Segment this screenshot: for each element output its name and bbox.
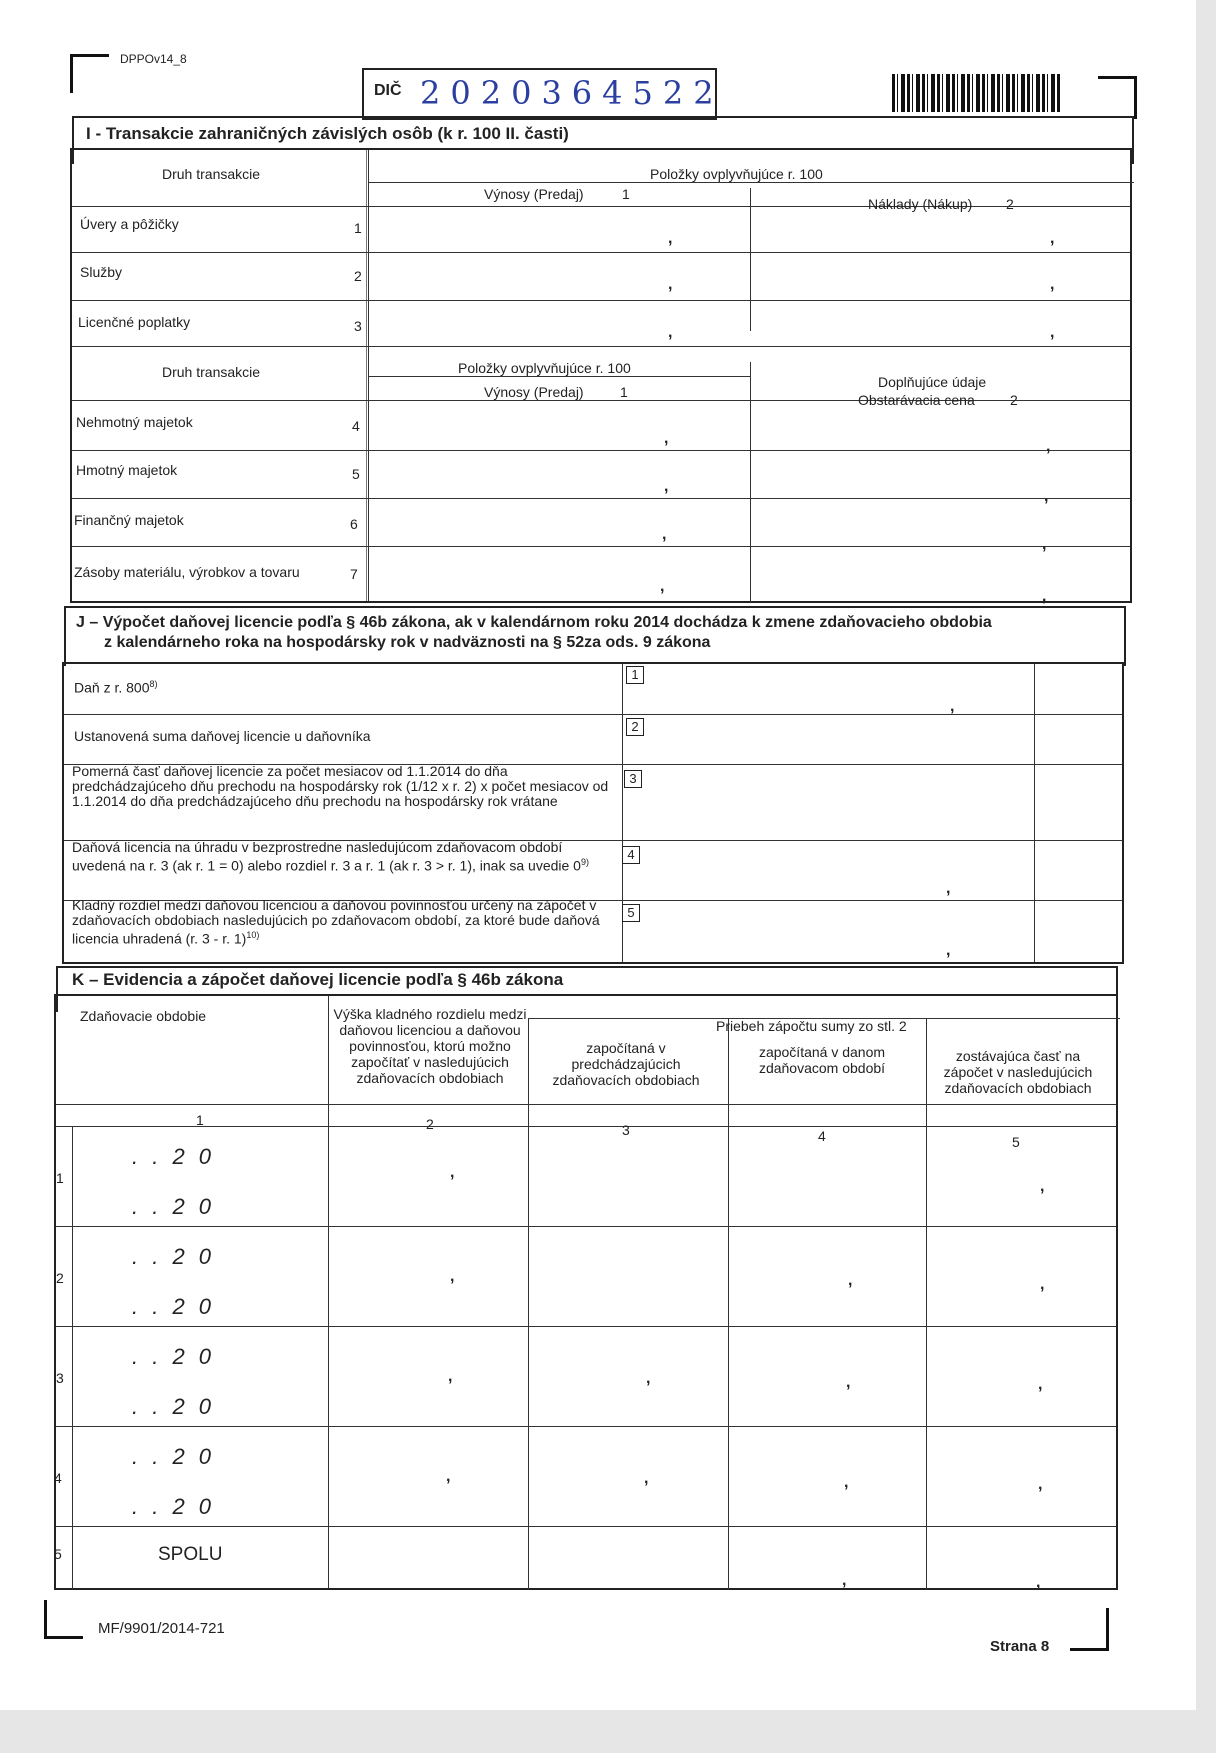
row-label-loans: Úvery a pôžičky bbox=[80, 216, 179, 232]
k-row1-period-from[interactable]: . . 2 0 bbox=[132, 1144, 216, 1169]
input-k-row2-col4[interactable]: , bbox=[848, 1272, 853, 1289]
row-number: 5 bbox=[352, 466, 360, 482]
input-k-row1-col5[interactable]: , bbox=[1040, 1178, 1045, 1195]
col-income-b-number: 1 bbox=[620, 384, 628, 400]
input-services-costs[interactable]: , bbox=[1050, 276, 1055, 293]
j-row1-text: Daň z r. 800$^{8)}$ bbox=[74, 679, 158, 696]
input-k-total-col4[interactable]: , bbox=[842, 1572, 847, 1589]
section-i-title: I - Transakcie zahraničných závislých osôb (k r. 100 II. časti) bbox=[86, 124, 569, 143]
barcode-icon bbox=[892, 74, 1062, 112]
col-income: Výnosy (Predaj) bbox=[484, 186, 584, 202]
input-license-costs[interactable]: , bbox=[1050, 324, 1055, 341]
input-tangible-income[interactable]: , bbox=[664, 478, 669, 495]
dic-value: 2020364522 bbox=[420, 74, 724, 112]
corner-mark-top-left bbox=[70, 54, 109, 93]
input-k-row2-col3[interactable] bbox=[530, 1232, 726, 1326]
input-k-row1-col3[interactable] bbox=[530, 1132, 726, 1226]
j-row2-number: 2 bbox=[626, 718, 644, 736]
input-inventory-cost[interactable]: , bbox=[1042, 588, 1047, 605]
input-services-income[interactable]: , bbox=[668, 276, 673, 293]
k-row-number: 5 bbox=[54, 1546, 62, 1562]
section-j-title-line1: J – Výpočet daňovej licencie podľa § 46b zákona, ak v kalendárnom roku 2014 dochádza k zmene zdaňovacieho obdobia bbox=[76, 614, 992, 631]
form-code: DPPOv14_8 bbox=[120, 52, 187, 66]
k-col-number: 4 bbox=[818, 1128, 826, 1144]
col-group-header: Položky ovplyvňujúce r. 100 bbox=[650, 166, 823, 182]
k-row4-period-to[interactable]: . . 2 0 bbox=[132, 1494, 216, 1519]
row-number: 7 bbox=[350, 566, 358, 582]
input-intangible-cost[interactable]: , bbox=[1046, 438, 1051, 455]
section-k-title: K – Evidencia a zápočet daňovej licencie podľa § 46b zákona bbox=[72, 970, 564, 989]
row-label-tangible: Hmotný majetok bbox=[76, 462, 178, 478]
k-row2-period-from[interactable]: . . 2 0 bbox=[132, 1244, 216, 1269]
row-number: 4 bbox=[352, 418, 360, 434]
k-col5-header: zostávajúca časť na zápočet v nasledujúcich zdaňovacích obdobiach bbox=[943, 1048, 1093, 1096]
input-financial-cost[interactable]: , bbox=[1042, 536, 1047, 553]
k-row-number: 3 bbox=[56, 1370, 64, 1386]
k-row3-period-to[interactable]: . . 2 0 bbox=[132, 1394, 216, 1419]
k-col-group-header: Priebeh zápočtu sumy zo stl. 2 bbox=[716, 1018, 907, 1034]
col-income-number: 1 bbox=[622, 186, 630, 202]
col-extra-2: Obstarávacia cena bbox=[858, 392, 975, 408]
k-row3-period-from[interactable]: . . 2 0 bbox=[132, 1344, 216, 1369]
input-intangible-income[interactable]: , bbox=[664, 430, 669, 447]
input-tangible-cost[interactable]: , bbox=[1044, 488, 1049, 505]
input-k-row1-col2[interactable]: , bbox=[450, 1164, 455, 1181]
row-number: 2 bbox=[354, 268, 362, 284]
j-row3-text: Pomerná časť daňovej licencie za počet mesiacov od 1.1.2014 do dňa predchádzajúceho dňu prechodu na hospodársky rok (1/12 x r. 2) x počet mesiacov od 1.1.2014 do dňa predchádzajúceho dňu prechodu na hospodársky rok vrátane bbox=[72, 763, 609, 809]
k-row1-period-to[interactable]: . . 2 0 bbox=[132, 1194, 216, 1219]
row-label-license-fees: Licenčné poplatky bbox=[78, 314, 191, 330]
k-row-number: 1 bbox=[56, 1170, 64, 1186]
corner-mark-bottom-left bbox=[44, 1600, 83, 1639]
j-row1-number: 1 bbox=[626, 666, 644, 684]
input-loans-costs[interactable]: , bbox=[1050, 230, 1055, 247]
input-k-row1-col4[interactable] bbox=[730, 1132, 924, 1226]
footer-form-id: MF/9901/2014-721 bbox=[98, 1620, 225, 1637]
j-row2-text: Ustanovená suma daňovej licencie u daňovníka bbox=[74, 728, 371, 744]
dic-label: DIČ bbox=[374, 82, 402, 99]
col-extra-1: Doplňujúce údaje bbox=[878, 374, 987, 390]
col-extra-number: 2 bbox=[1010, 392, 1018, 408]
k-col-number: 5 bbox=[1012, 1134, 1020, 1150]
input-k-row2-col5[interactable]: , bbox=[1040, 1276, 1045, 1293]
input-k-row4-col4[interactable]: , bbox=[844, 1474, 849, 1491]
input-k-total-col5[interactable]: , bbox=[1036, 1574, 1041, 1591]
input-k-row4-col3[interactable]: , bbox=[644, 1470, 649, 1487]
j-row4-text: Daňová licencia na úhradu v bezprostredne nasledujúcom zdaňovacom období uvedená na r. 3 (ak r. 1 = 0) alebo rozdiel r. 3 a r. 1 (ak r. 3 > r. 1), inak sa uvedie 0$^{9)}$ bbox=[72, 839, 589, 874]
k-col-number: 1 bbox=[196, 1112, 204, 1128]
j-row5-number: 5 bbox=[622, 904, 640, 922]
j-row5-text: Kladný rozdiel medzi daňovou licenciou a daňovou povinnosťou určený na zápočet v zdaňovacích obdobiach nasledujúcich po zdaňovacom období, za ktoré bude daňová licencia uhradená (r. 3 - r. 1)$^{10)}$ bbox=[72, 897, 600, 947]
col-transaction-type-b: Druh transakcie bbox=[162, 364, 261, 380]
k-col2-header: Výška kladného rozdielu medzi daňovou licenciou a daňovou povinnosťou, ktorú možno započítať v nasledujúcich zdaňovacích obdobiach bbox=[333, 1006, 527, 1086]
col-group-header-b: Položky ovplyvňujúce r. 100 bbox=[458, 360, 631, 376]
row-label-services: Služby bbox=[80, 264, 123, 280]
input-k-row3-col5[interactable]: , bbox=[1038, 1376, 1043, 1393]
input-j-row4[interactable]: , bbox=[946, 880, 951, 897]
col-income-b: Výnosy (Predaj) bbox=[484, 384, 584, 400]
k-col1-header: Zdaňovacie obdobie bbox=[80, 1008, 207, 1024]
j-row4-number: 4 bbox=[622, 846, 640, 864]
row-number: 6 bbox=[350, 516, 358, 532]
input-k-row3-col2[interactable]: , bbox=[448, 1368, 453, 1385]
j-row3-number: 3 bbox=[624, 770, 642, 788]
corner-mark-top-right bbox=[1098, 76, 1137, 119]
k-col4-header: započítaná v danom zdaňovacom období bbox=[758, 1044, 886, 1076]
input-k-row4-col5[interactable]: , bbox=[1038, 1476, 1043, 1493]
col-costs-number: 2 bbox=[1006, 196, 1014, 212]
input-k-row3-col3[interactable]: , bbox=[646, 1370, 651, 1387]
page-number: Strana 8 bbox=[990, 1638, 1050, 1655]
row-label-inventory: Zásoby materiálu, výrobkov a tovaru bbox=[74, 564, 300, 580]
row-label-intangible: Nehmotný majetok bbox=[76, 414, 193, 430]
input-k-total-col3[interactable] bbox=[530, 1528, 726, 1586]
k-col-number: 2 bbox=[426, 1116, 434, 1132]
k-row2-period-to[interactable]: . . 2 0 bbox=[132, 1294, 216, 1319]
col-costs: Náklady (Nákup) bbox=[868, 196, 973, 212]
input-financial-income[interactable]: , bbox=[662, 526, 667, 543]
k-col-number: 3 bbox=[622, 1122, 630, 1138]
k-col3-header: započítaná v predchádzajúcich zdaňovacích obdobiach bbox=[552, 1040, 700, 1088]
k-row4-period-from[interactable]: . . 2 0 bbox=[132, 1444, 216, 1469]
corner-mark-bottom-right bbox=[1070, 1608, 1109, 1651]
input-inventory-income[interactable]: , bbox=[660, 578, 665, 595]
input-license-income[interactable]: , bbox=[668, 324, 673, 341]
col-transaction-type: Druh transakcie bbox=[162, 166, 261, 182]
input-loans-income[interactable]: , bbox=[668, 230, 673, 247]
k-row-number: 2 bbox=[56, 1270, 64, 1286]
input-j-row5[interactable]: , bbox=[946, 942, 951, 959]
row-number: 1 bbox=[354, 220, 362, 236]
input-k-row3-col4[interactable]: , bbox=[846, 1374, 851, 1391]
dic-box[interactable] bbox=[362, 68, 724, 120]
section-j-title-line2: z kalendárneho roka na hospodársky rok v nadväznosti na § 52za ods. 9 zákona bbox=[104, 634, 711, 651]
input-j-row2[interactable] bbox=[640, 730, 1030, 762]
input-k-row4-col2[interactable]: , bbox=[446, 1468, 451, 1485]
input-j-row1[interactable]: , bbox=[950, 698, 955, 715]
input-k-row2-col2[interactable]: , bbox=[450, 1268, 455, 1285]
input-j-row3[interactable] bbox=[640, 782, 1030, 822]
k-row-number: 4 bbox=[54, 1470, 62, 1486]
row-number: 3 bbox=[354, 318, 362, 334]
row-label-financial: Finančný majetok bbox=[74, 512, 184, 528]
input-k-total-col2[interactable] bbox=[330, 1528, 526, 1586]
k-total-label: SPOLU bbox=[158, 1544, 223, 1565]
